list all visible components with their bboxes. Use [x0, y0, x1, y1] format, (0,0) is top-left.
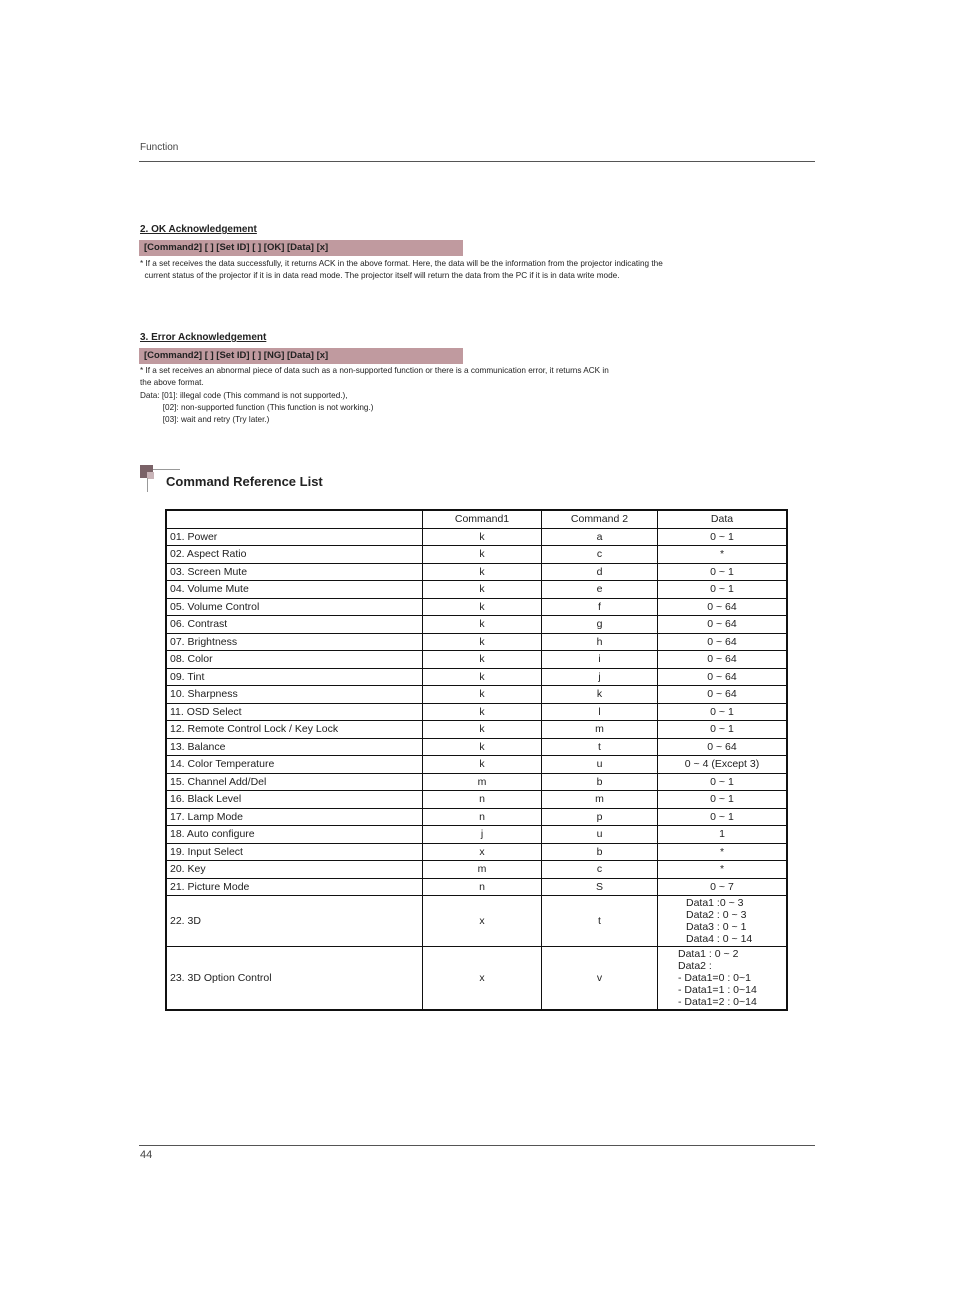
header-data: Data [658, 510, 788, 528]
section-marker-stem [147, 478, 148, 492]
command2-code: a [542, 528, 658, 546]
data-range [658, 947, 788, 1011]
table-row [166, 546, 787, 564]
table-row [166, 947, 787, 1011]
command1-code: x [423, 896, 542, 947]
command1-code: x [423, 947, 542, 1011]
data-line: Data2 : 0 ~ 3 [686, 909, 747, 921]
table-row [166, 528, 787, 546]
command-reference-table [165, 509, 788, 1011]
data-range: 0 ~ 1 [658, 581, 788, 599]
header-command1: Command1 [423, 510, 542, 528]
command1-code: k [423, 633, 542, 651]
command2-code: e [542, 581, 658, 599]
command2-code: S [542, 878, 658, 896]
table-row [166, 861, 787, 879]
command-name: 21. Picture Mode [166, 878, 423, 896]
data-range: * [658, 843, 788, 861]
table-header-row [166, 510, 787, 528]
section-marker-accent [147, 472, 154, 479]
command1-code: k [423, 616, 542, 634]
table-row [166, 721, 787, 739]
command1-code: k [423, 581, 542, 599]
command1-code: k [423, 651, 542, 669]
command2-code: h [542, 633, 658, 651]
command1-code: k [423, 563, 542, 581]
command-name: 15. Channel Add/Del [166, 773, 423, 791]
command-name: 14. Color Temperature [166, 756, 423, 774]
command-name: 22. 3D [166, 896, 423, 947]
command2-code: v [542, 947, 658, 1011]
data-range: 0 ~ 7 [658, 878, 788, 896]
data-range: 0 ~ 1 [658, 721, 788, 739]
table-row [166, 703, 787, 721]
command2-code: k [542, 686, 658, 704]
table-row [166, 668, 787, 686]
data-range: 0 ~ 64 [658, 633, 788, 651]
table-row [166, 563, 787, 581]
command-name: 02. Aspect Ratio [166, 546, 423, 564]
data-line: Data3 : 0 ~ 1 [686, 921, 747, 933]
table-row [166, 738, 787, 756]
command2-code: j [542, 668, 658, 686]
command1-code: j [423, 826, 542, 844]
data-range: 0 ~ 1 [658, 808, 788, 826]
ok-ack-note: * If a set receives the data successfully, it returns ACK in the above format. Here, the data will be the information from the projector indicating the current status of the projector if it is in data read mode. The projector itself will return the data from the PC if it is in data write mode. [140, 259, 663, 281]
command-name: 10. Sharpness [166, 686, 423, 704]
command2-code: u [542, 756, 658, 774]
command2-code: p [542, 808, 658, 826]
data-line: - Data1=1 : 0~14 [678, 984, 757, 996]
command1-code: n [423, 878, 542, 896]
ok-ack-title: 2. OK Acknowledgement [140, 224, 257, 235]
command-name: 17. Lamp Mode [166, 808, 423, 826]
header-divider [139, 161, 815, 162]
command1-code: k [423, 546, 542, 564]
command2-code: b [542, 773, 658, 791]
data-line: Data1 :0 ~ 3 [686, 897, 744, 909]
table-row [166, 791, 787, 809]
section-header-label: Function [140, 142, 179, 153]
table-row [166, 826, 787, 844]
data-range: * [658, 546, 788, 564]
command1-code: n [423, 791, 542, 809]
data-range: 0 ~ 1 [658, 703, 788, 721]
data-range: 0 ~ 64 [658, 668, 788, 686]
command1-code: k [423, 721, 542, 739]
command-name: 09. Tint [166, 668, 423, 686]
command-name: 20. Key [166, 861, 423, 879]
command2-code: t [542, 896, 658, 947]
command-list-title: Command Reference List [166, 474, 323, 489]
command-name: 23. 3D Option Control [166, 947, 423, 1011]
command-name: 08. Color [166, 651, 423, 669]
command-name: 07. Brightness [166, 633, 423, 651]
command1-code: m [423, 773, 542, 791]
command2-code: i [542, 651, 658, 669]
command1-code: n [423, 808, 542, 826]
command-name: 11. OSD Select [166, 703, 423, 721]
table-row [166, 633, 787, 651]
data-range: 0 ~ 64 [658, 686, 788, 704]
table-row [166, 808, 787, 826]
table-row [166, 616, 787, 634]
data-range: * [658, 861, 788, 879]
command2-code: f [542, 598, 658, 616]
header-command2: Command 2 [542, 510, 658, 528]
data-range: 0 ~ 1 [658, 563, 788, 581]
command-name: 18. Auto configure [166, 826, 423, 844]
section-marker-line [153, 469, 180, 470]
data-range [658, 896, 788, 947]
command2-code: c [542, 546, 658, 564]
data-range: 0 ~ 4 (Except 3) [658, 756, 788, 774]
command-name: 06. Contrast [166, 616, 423, 634]
command-name: 16. Black Level [166, 791, 423, 809]
ok-ack-command: [Command2] [ ] [Set ID] [ ] [OK] [Data] [x] [139, 240, 463, 256]
data-range: 0 ~ 1 [658, 791, 788, 809]
error-ack-command: [Command2] [ ] [Set ID] [ ] [NG] [Data] [x] [139, 348, 463, 364]
command2-code: b [542, 843, 658, 861]
table-row [166, 843, 787, 861]
page-number: 44 [140, 1149, 153, 1161]
command-name: 04. Volume Mute [166, 581, 423, 599]
data-line: - Data1=2 : 0~14 [678, 996, 757, 1008]
command2-code: u [542, 826, 658, 844]
table-row [166, 651, 787, 669]
table-row [166, 878, 787, 896]
error-ack-note: * If a set receives an abnormal piece of data such as a non-supported function or there is a communication error, it returns ACK in the above format. Data: [01]: illegal code (This command is not supported.), [02]: non-supported function (This function is not working.) [03]: wait and retry (Try later.) [140, 366, 609, 425]
data-range: 0 ~ 64 [658, 598, 788, 616]
command2-code: c [542, 861, 658, 879]
command-name: 03. Screen Mute [166, 563, 423, 581]
command1-code: k [423, 598, 542, 616]
command1-code: k [423, 668, 542, 686]
command2-code: m [542, 721, 658, 739]
data-line: Data4 : 0 ~ 14 [686, 933, 753, 945]
header-name [166, 510, 423, 528]
command-name: 01. Power [166, 528, 423, 546]
table-row [166, 773, 787, 791]
error-ack-title: 3. Error Acknowledgement [140, 332, 267, 343]
command2-code: t [542, 738, 658, 756]
data-range: 0 ~ 64 [658, 616, 788, 634]
data-line: - Data1=0 : 0~1 [678, 972, 751, 984]
data-range: 0 ~ 1 [658, 773, 788, 791]
footer-divider [139, 1145, 815, 1146]
data-range: 0 ~ 64 [658, 651, 788, 669]
command1-code: k [423, 528, 542, 546]
command1-code: k [423, 686, 542, 704]
command2-code: m [542, 791, 658, 809]
command-name: 05. Volume Control [166, 598, 423, 616]
table-row [166, 896, 787, 947]
command2-code: g [542, 616, 658, 634]
data-line: Data1 : 0 ~ 2 [678, 948, 739, 960]
table-row [166, 598, 787, 616]
command2-code: l [542, 703, 658, 721]
table-row [166, 756, 787, 774]
command1-code: m [423, 861, 542, 879]
table-row [166, 686, 787, 704]
data-line: Data2 : [678, 960, 712, 972]
command-name: 12. Remote Control Lock / Key Lock [166, 721, 423, 739]
data-range: 1 [658, 826, 788, 844]
data-range: 0 ~ 64 [658, 738, 788, 756]
command-name: 19. Input Select [166, 843, 423, 861]
command-name: 13. Balance [166, 738, 423, 756]
data-range: 0 ~ 1 [658, 528, 788, 546]
table-row [166, 581, 787, 599]
command2-code: d [542, 563, 658, 581]
command1-code: k [423, 738, 542, 756]
command1-code: k [423, 703, 542, 721]
command1-code: x [423, 843, 542, 861]
command1-code: k [423, 756, 542, 774]
